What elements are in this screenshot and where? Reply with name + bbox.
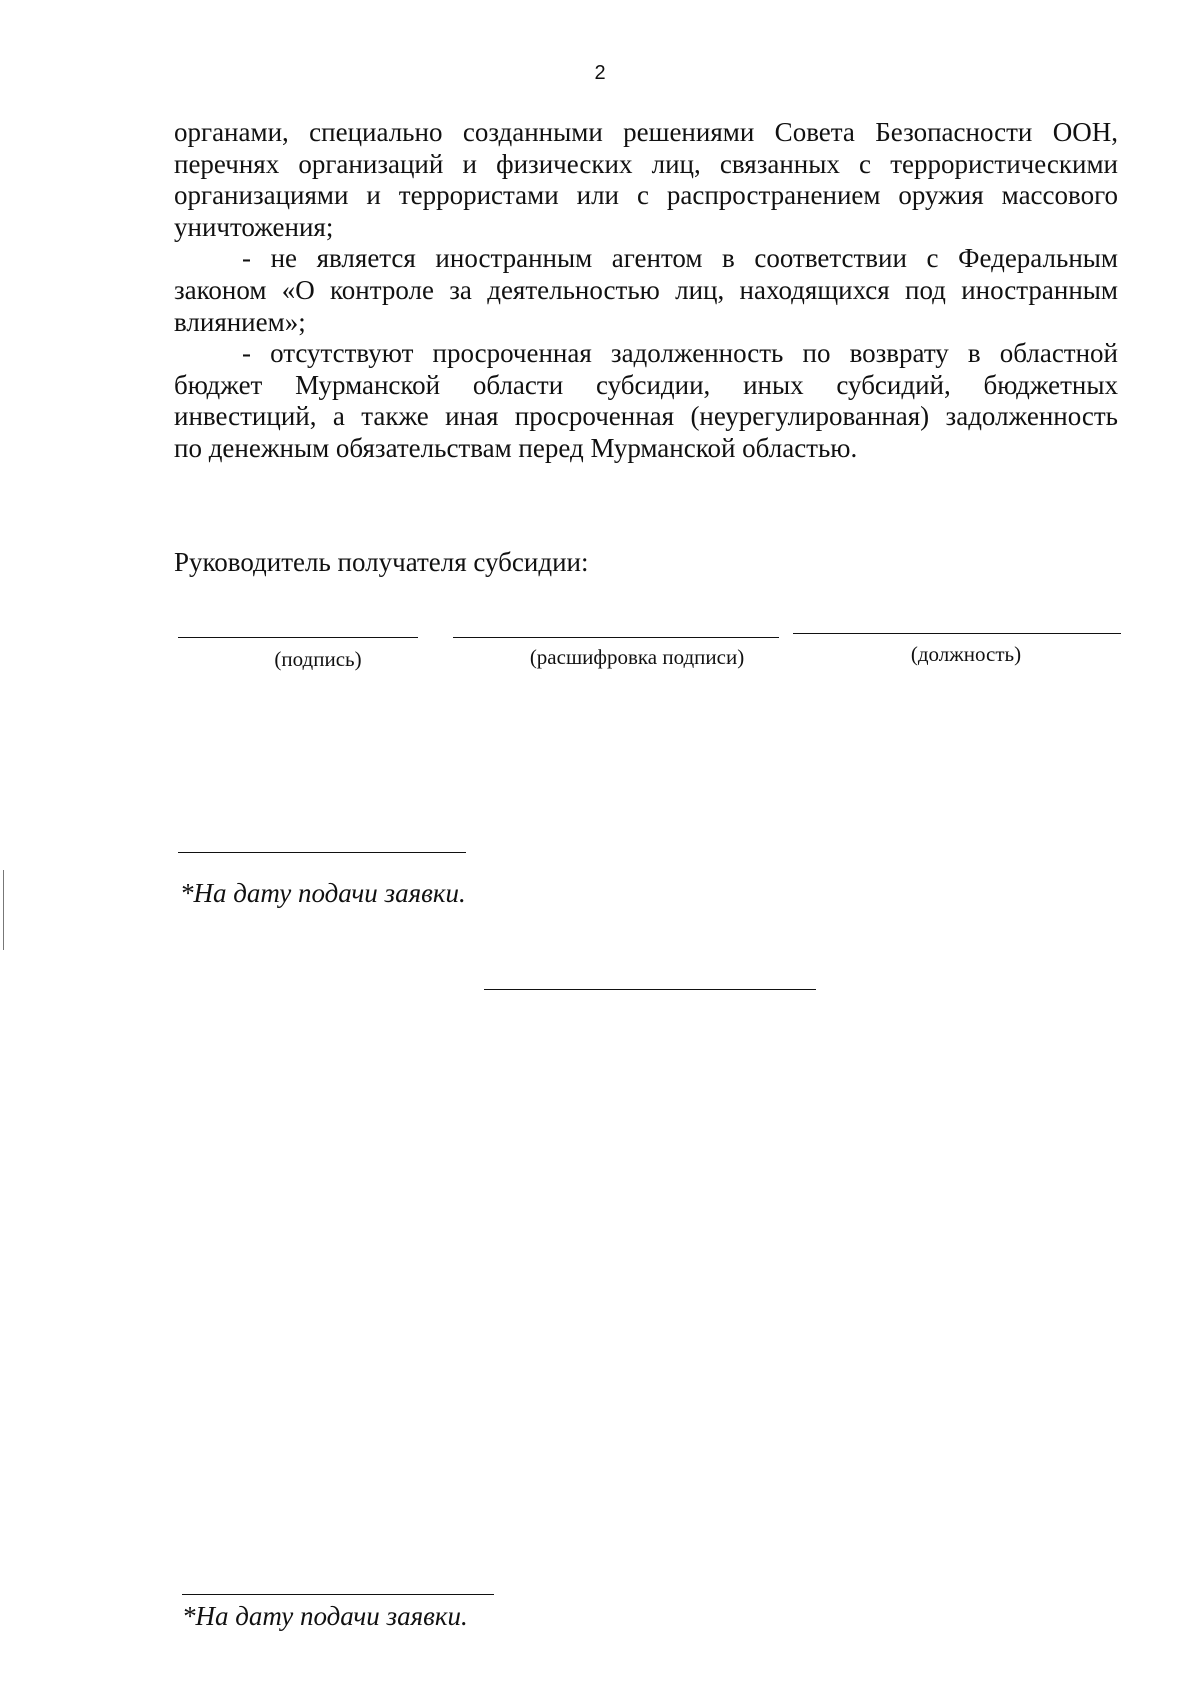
- body-line: - отсутствуют просроченная задолженность по возврату в областной: [242, 338, 1118, 369]
- transcript-line: [453, 637, 779, 638]
- body-line: - не является иностранным агентом в соответствии с Федеральным: [242, 243, 1118, 274]
- body-line: инвестиций, а также иная просроченная (неурегулированная) задолженность: [174, 401, 1118, 432]
- footnote: *На дату подачи заявки.: [180, 878, 466, 908]
- head-label: Руководитель получателя субсидии:: [174, 547, 589, 577]
- body-line: влиянием»;: [174, 306, 306, 337]
- body-line: организациями и террористами или с распространением оружия массового: [174, 180, 1118, 211]
- body-line: органами, специально созданными решениями Совета Безопасности ООН,: [174, 117, 1118, 147]
- page-number: 2: [594, 62, 606, 84]
- footnote: *На дату подачи заявки.: [182, 1601, 468, 1631]
- footnote-rule: [178, 852, 466, 853]
- footnote-rule: [182, 1594, 494, 1595]
- body-text: [174, 117, 1118, 465]
- scan-edge-mark: [3, 870, 4, 950]
- end-rule: [484, 989, 816, 990]
- body-line: бюджет Мурманской области субсидии, иных субсидий, бюджетных: [174, 369, 1118, 400]
- body-line: уничтожения;: [174, 211, 334, 242]
- body-line: законом «О контроле за деятельностью лиц, находящихся под иностранным: [174, 274, 1118, 305]
- signature-line: [178, 637, 418, 638]
- body-line: перечнях организаций и физических лиц, связанных с террористическими: [174, 148, 1118, 179]
- body-line: по денежным обязательствам перед Мурманской областью.: [174, 432, 858, 463]
- signature-caption: (подпись): [274, 647, 362, 671]
- position-line: [793, 633, 1121, 634]
- position-caption: (должность): [910, 642, 1022, 666]
- transcript-caption: (расшифровка подписи): [529, 645, 745, 669]
